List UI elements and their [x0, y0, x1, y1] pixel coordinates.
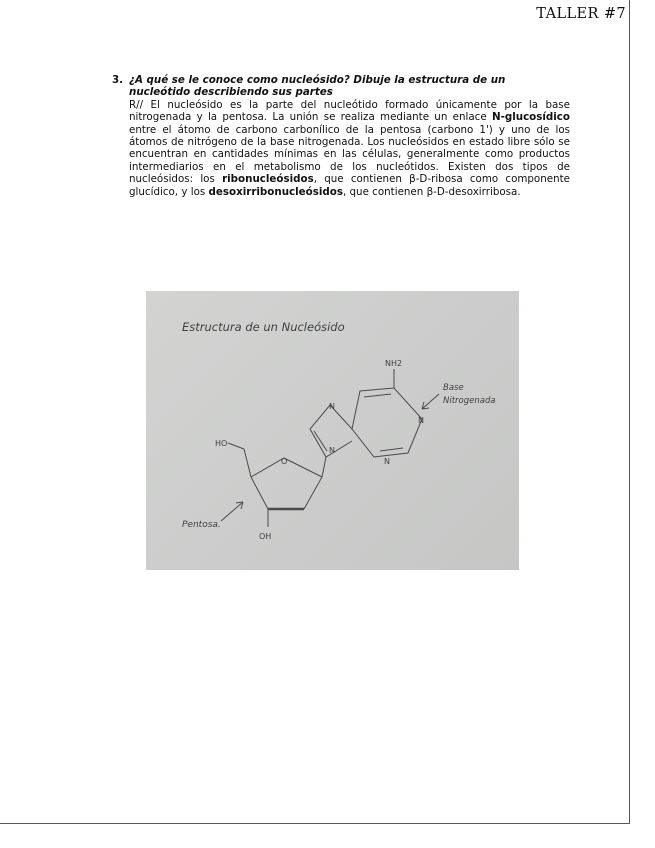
- answer-text: [129, 99, 570, 198]
- header-title: TALLER #7: [536, 6, 626, 22]
- question-heading: [112, 74, 570, 99]
- answer-part-3: , que contienen β-D-ribosa como componente glucídico, y los: [129, 173, 570, 198]
- label-ho: HO: [215, 439, 228, 448]
- question-number: 3.: [112, 74, 124, 86]
- label-n2: N: [418, 416, 424, 425]
- label-n3: N: [384, 457, 390, 466]
- page-border-bottom: [0, 823, 630, 824]
- label-base-line1: Base: [443, 383, 464, 393]
- label-o: O: [281, 457, 288, 466]
- label-nh2: NH2: [385, 359, 403, 368]
- nucleoside-drawing: [146, 291, 519, 570]
- answer-bold-desoxirribonucleosidos: desoxirribonucleósidos: [208, 185, 343, 198]
- question-block: [112, 74, 570, 198]
- answer-bold-n-glucosidico: N-glucosídico: [491, 111, 570, 124]
- question-title: ¿A qué se le conoce como nucleósido? Dibuje la estructura de un nucleótido describiendo sus partes: [129, 74, 506, 99]
- label-oh: OH: [259, 532, 272, 541]
- answer-part-2: entre el átomo de carbono carbonílico de la pentosa (carbono 1') y uno de los átomos de nitrógeno de la base nitrogenada. Los nucleósidos en estado libre sólo se encuentran en cantidades mínimas en las células, generalmente como productos intermediarios en el metabolismo de los nucleótidos. Existen dos tipos de nucleósidos: los: [129, 123, 570, 186]
- label-base-line2: Nitrogenada: [443, 396, 496, 406]
- page-border-right: [629, 0, 630, 824]
- answer-bold-ribonucleosidos: ribonucleósidos: [222, 173, 314, 186]
- nucleoside-drawing-photo: [146, 291, 519, 570]
- answer-part-4: , que contienen β-D-desoxirribosa.: [342, 185, 521, 198]
- figure-title: Estructura de un Nucleósido: [182, 320, 345, 334]
- answer-part-1: R// El nucleósido es la parte del nucleótido formado únicamente por la base nitrogenada y la pentosa. La unión se realiza mediante un enlace: [129, 98, 570, 124]
- label-n1: N: [329, 402, 335, 411]
- label-n4: N: [329, 446, 335, 455]
- label-pentosa: Pentosa.: [182, 520, 221, 530]
